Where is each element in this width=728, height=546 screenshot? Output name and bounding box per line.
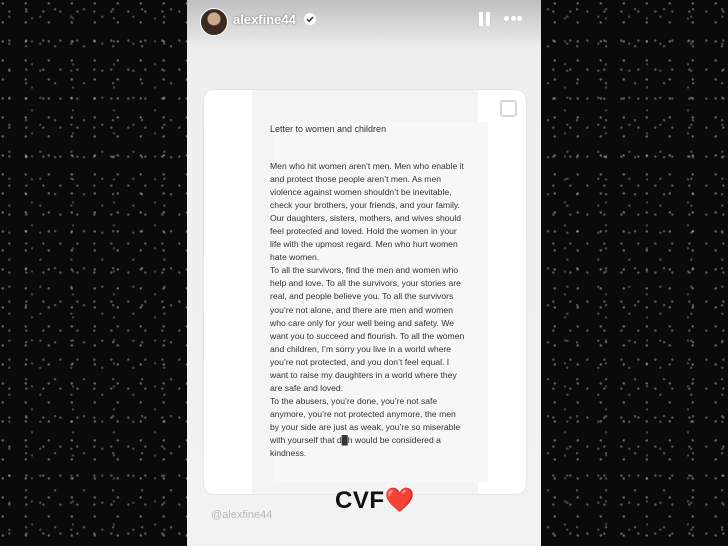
verified-badge-icon: [304, 13, 316, 25]
letter-title: Letter to women and children: [270, 124, 387, 134]
caption-text: CVF: [335, 487, 385, 514]
letter-paragraph: To all the survivors, find the men and women who help and love. To all the survivors, your stories are real, and people believe you. To all the survivors you’re not alone, and there are men and women who care only for your well being and safety. We want you to succeed and flourish. To all the women and children, I’m sorry you live in a world where you’re not protected, and you don’t feel equal. I want to raise my daughters in a world where they are safe and loved.: [270, 265, 465, 393]
watermark-handle: @alexfine44: [211, 509, 273, 521]
more-options-icon[interactable]: [504, 16, 522, 22]
instagram-story: [187, 0, 541, 546]
letter-paragraph: To the abusers, you’re done, you’re not safe anymore, you’re not protected anymore, the men by your side are just as weak, you’re so miserable with yourself that d█h would be considered a kindness.: [270, 395, 461, 459]
letter-paragraph: Men who hit women aren’t men. Men who enable it and protect those people aren’t men. As men violence against women shouldn’t be inevitable, check your brothers, your friends, and your family. Our daughters, sisters, mothers, and wives should feel protected and loved. Hold the women in your life with the upmost regard. Men who hurt women hate women.: [270, 161, 464, 263]
checkbox-icon: [500, 100, 517, 117]
story-header: [187, 0, 541, 48]
letter-body: [270, 160, 466, 460]
heart-emoji: ❤️: [384, 487, 415, 514]
avatar[interactable]: [200, 8, 228, 36]
username[interactable]: alexfine44: [233, 12, 296, 27]
story-caption: [335, 486, 415, 515]
pause-icon[interactable]: [479, 12, 491, 26]
